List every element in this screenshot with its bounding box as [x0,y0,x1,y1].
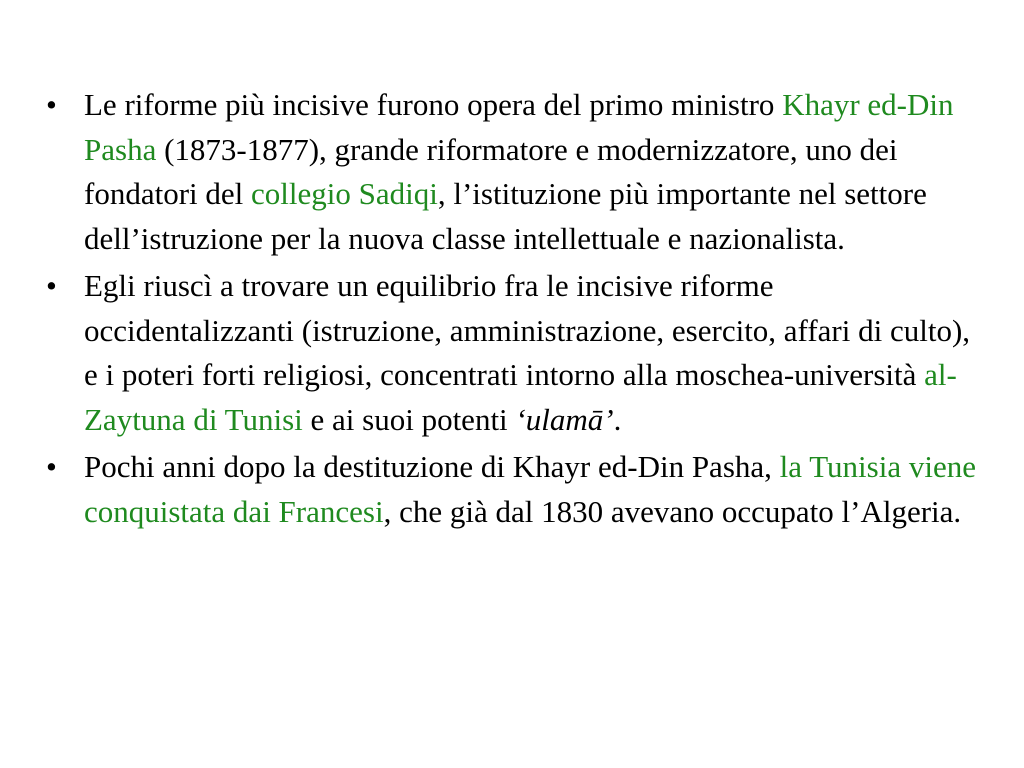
highlighted-phrase-tunisia-conquistata: la Tunisia viene conquistata dai Francesi [84,449,976,529]
highlighted-term-collegio-sadiqi: collegio Sadiqi [251,176,438,211]
bullet-marker: • [46,268,57,303]
bullet-item-3 [46,445,986,534]
text-segment: Le riforme più incisive furono opera del primo ministro [84,87,783,122]
text-segment: , che già dal 1830 avevano occupato l’Algeria. [383,493,962,529]
italic-term-ulama: ‘ulamā’ [515,401,614,437]
bullet-text [84,268,970,437]
bullet-text [84,87,954,256]
highlighted-term-al-zaytuna: al-Zaytuna di Tunisi [84,357,957,437]
bullet-marker: • [46,87,57,122]
text-segment: . [613,401,622,437]
text-segment: (1873-1877), grande riformatore e modernizzatore, uno dei fondatori del [84,131,898,211]
highlighted-term-khayr-ed-din-pasha: Khayr ed-Din Pasha [84,87,954,167]
text-segment: , l’istituzione più importante nel settore dell’istruzione per la nuova classe intellettuale e nazionalista. [84,176,927,256]
text-segment: Pochi anni dopo la destituzione di Khayr ed-Din Pasha, [84,449,780,484]
bullet-list [46,83,986,537]
bullet-item-1 [46,83,986,261]
text-segment: Egli riuscì a trovare un equilibrio fra le incisive riforme occidentalizzanti (istruzione, amministrazione, esercito, affari di culto), e i poteri forti religiosi, concentrati intorno alla moschea-università [84,268,971,392]
text-segment: e ai suoi potenti [302,401,516,437]
bullet-text [84,449,976,529]
bullet-marker: • [46,449,57,484]
bullet-item-2 [46,264,986,442]
